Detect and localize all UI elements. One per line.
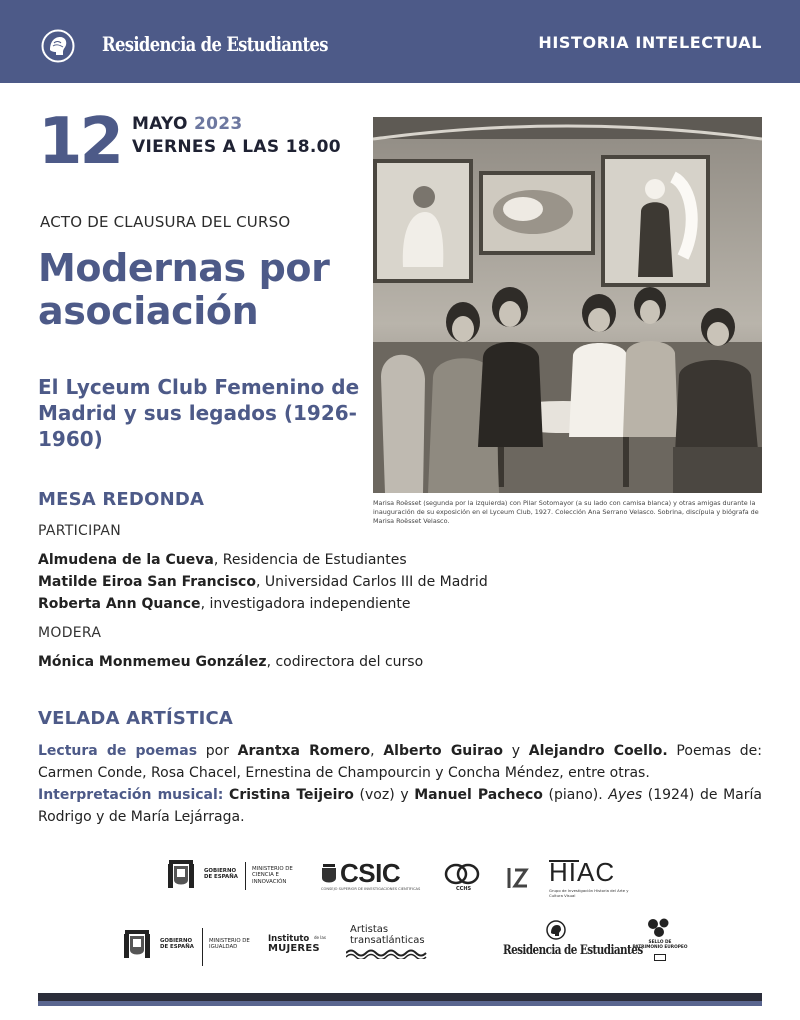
participant-name: Roberta Ann Quance <box>38 596 201 612</box>
csic-name: CSIC <box>340 858 401 888</box>
instituto-mujeres-logo <box>268 934 330 956</box>
text-fragment: por <box>197 743 238 759</box>
lectura-block <box>38 740 762 784</box>
interpretacion-block <box>38 784 762 828</box>
moderator-name: Mónica Monmemeu González <box>38 654 267 670</box>
performer-name: Alejandro Coello. <box>528 743 668 759</box>
sello-label <box>630 940 690 950</box>
mujeres-label: MUJERES <box>268 943 320 954</box>
cchs-logo <box>444 863 484 893</box>
event-time: VIERNES A LAS 18.00 <box>132 137 341 157</box>
moderator-item <box>38 654 423 670</box>
event-kicker: ACTO DE CLAUSURA DEL CURSO <box>40 213 291 231</box>
lyceum-club-photo <box>373 117 762 493</box>
residencia-footer-name: Residencia de Estudiantes <box>503 943 643 958</box>
lectura-label: Lectura de poemas <box>38 743 198 759</box>
modera-label: MODERA <box>38 625 102 641</box>
performer-name: Arantxa Romero <box>237 743 371 759</box>
gov-label: GOBIERNO DE ESPAÑA <box>204 868 238 881</box>
participant-item <box>38 596 411 612</box>
event-year: 2023 <box>194 114 243 134</box>
gobierno-ciencia-logo <box>166 858 301 894</box>
csic-full: CONSEJO SUPERIOR DE INVESTIGACIONES CIENTÍFICAS <box>321 887 421 891</box>
residencia-footer-logo <box>503 920 643 966</box>
event-day: 12 <box>38 105 122 179</box>
participant-affiliation: , Residencia de Estudiantes <box>213 552 407 568</box>
cchs-label: CCHS <box>456 886 472 892</box>
coat-of-arms-icon <box>166 858 196 892</box>
gobierno-igualdad-logo <box>122 926 252 966</box>
interpretacion-label: Interpretación musical: <box>38 787 224 803</box>
velada-heading: VELADA ARTÍSTICA <box>38 708 234 729</box>
mesa-redonda-heading: MESA REDONDA <box>38 489 205 510</box>
participant-name: Matilde Eiroa San Francisco <box>38 574 256 590</box>
page-subtitle: El Lyceum Club Femenino de Madrid y sus legados (1926-1960) <box>38 375 360 451</box>
eu-flag-icon <box>654 954 666 961</box>
participant-item <box>38 574 488 590</box>
section-label: HISTORIA INTELECTUAL <box>538 33 762 52</box>
text-fragment: y <box>503 743 529 759</box>
logo-divider <box>245 862 246 890</box>
text-fragment: Poemas de: Carmen Conde, Rosa Chacel, Ernestina de Champourcin y Concha Méndez, entre otras. <box>38 743 762 781</box>
residencia-head-icon <box>546 920 566 940</box>
performer-name: Alberto Guirao <box>383 743 504 759</box>
work-title: Ayes <box>608 787 643 803</box>
coat-of-arms-icon <box>122 928 152 962</box>
transatlanticas-label: transatlánticas <box>350 935 425 946</box>
event-month-year <box>132 114 243 134</box>
performer-name: Cristina Teijeiro <box>229 787 354 803</box>
brand-name: Residencia de Estudiantes <box>102 32 328 56</box>
participant-name: Almudena de la Cueva <box>38 552 214 568</box>
gov-label: GOBIERNO DE ESPAÑA <box>160 938 194 951</box>
ministry-label: MINISTERIO DE CIENCIA E INNOVACIÓN <box>252 866 293 885</box>
footer-bar-accent <box>38 1001 762 1006</box>
sello-patrimonio-logo <box>630 918 690 964</box>
page-title: Modernas por asociación <box>38 246 330 333</box>
page-header <box>0 0 800 83</box>
hiac-logo <box>549 858 634 900</box>
artistas-transatlanticas-logo <box>346 924 430 960</box>
photo-caption: Marisa Roësset (segunda por la izquierda) con Pilar Sotomayor (a su lado con camisa blanca) y otras amigas durante la inauguración de su exposición en el Lyceum Club, 1927. Colección Ana Serrano Velasco. Sobrina, discípula y biógrafa de Marisa Roësset Velasco. <box>373 499 759 525</box>
text-fragment: , <box>370 743 384 759</box>
event-month: MAYO <box>132 114 188 134</box>
text-fragment: (voz) y <box>353 787 415 803</box>
hiac-full: Grupo de Investigación Historia del Arte y Cultura Visual <box>549 888 629 898</box>
csic-logo <box>321 860 426 894</box>
moderator-affiliation: , codirectora del curso <box>266 654 424 670</box>
footer-bar <box>38 993 762 1001</box>
hiac-name: HIAC <box>549 857 616 887</box>
sello-line1: SELLO DE <box>648 940 672 945</box>
logo-divider <box>202 928 203 966</box>
cchs-emblem-icon <box>444 863 480 885</box>
participant-affiliation: , Universidad Carlos III de Madrid <box>255 574 488 590</box>
csic-emblem-icon <box>321 864 337 886</box>
instituto-de-label: de las <box>314 935 326 940</box>
participant-item <box>38 552 407 568</box>
participan-label: PARTICIPAN <box>38 523 122 539</box>
text-fragment: (piano). <box>542 787 609 803</box>
text-fragment: (1924) de María Rodrigo y de María Lejárraga. <box>38 787 762 825</box>
performer-name: Manuel Pacheco <box>414 787 543 803</box>
wave-icon <box>346 947 430 959</box>
stars-icon <box>647 918 671 938</box>
artistas-label: Artistas <box>350 924 389 935</box>
ministry-label: MINISTERIO DE IGUALDAD <box>209 938 250 951</box>
velada-paragraph <box>38 740 762 828</box>
residencia-logo-icon <box>41 29 75 63</box>
participant-affiliation: , investigadora independiente <box>200 596 411 612</box>
instituto-label: Instituto <box>268 934 310 944</box>
sello-line2: PATRIMONIO EUROPEO <box>632 945 688 950</box>
institute-mark-icon <box>506 864 530 892</box>
event-photo <box>373 117 762 493</box>
